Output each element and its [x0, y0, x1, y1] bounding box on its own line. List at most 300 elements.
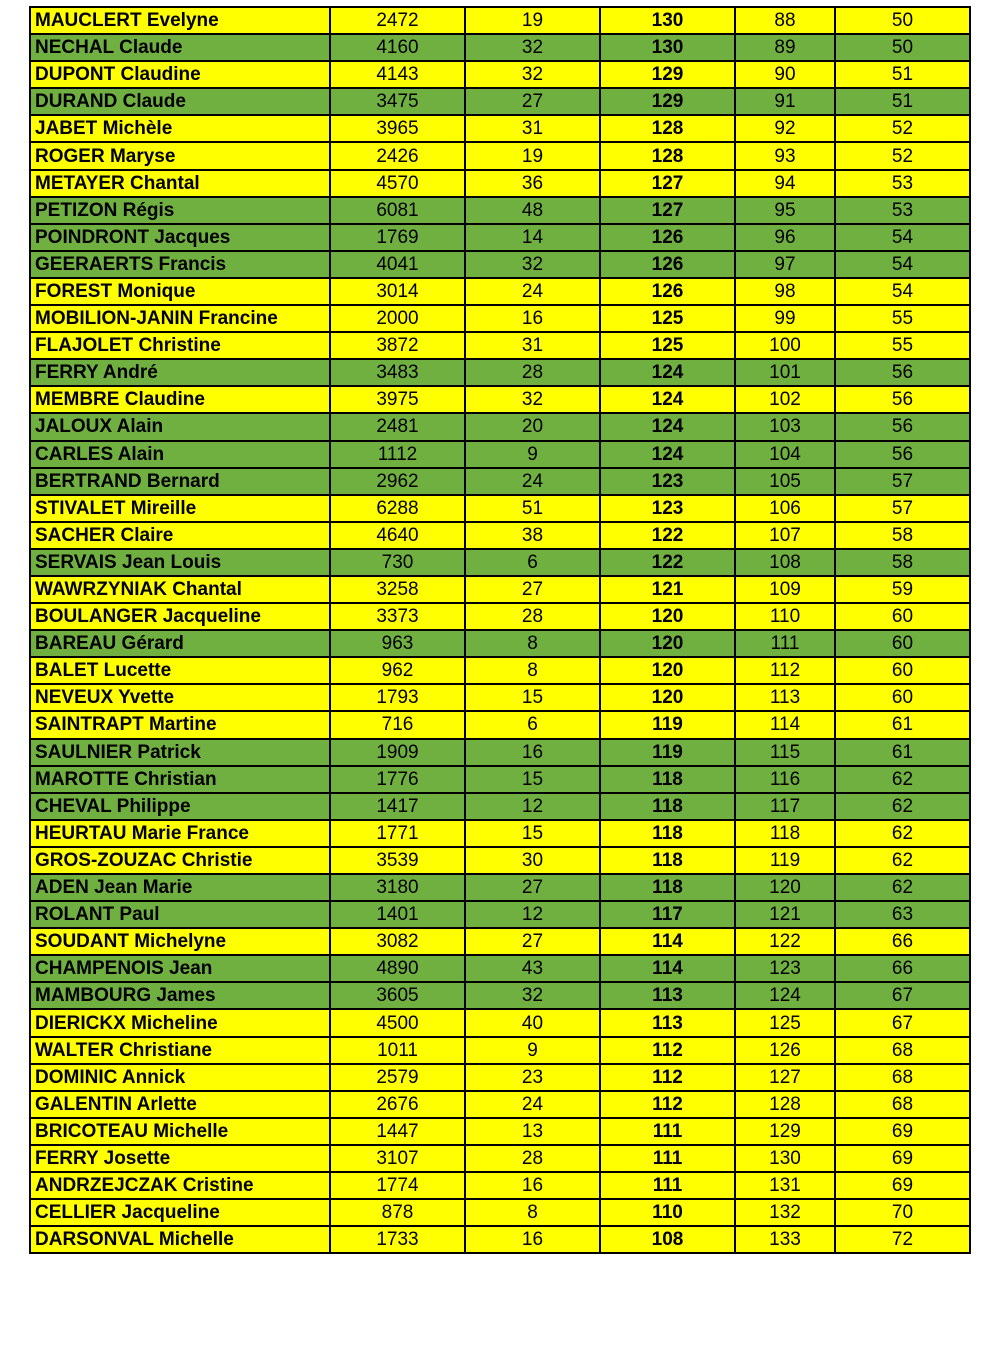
table-row	[30, 657, 970, 684]
value-col-5: 55	[835, 332, 970, 359]
table-row	[30, 739, 970, 766]
value-col-5: 62	[835, 793, 970, 820]
value-col-2: 40	[465, 1009, 600, 1036]
table-row	[30, 413, 970, 440]
value-col-3: 112	[600, 1064, 735, 1091]
table-row	[30, 603, 970, 630]
participant-name: ANDRZEJCZAK Cristine	[30, 1172, 330, 1199]
value-col-2: 36	[465, 170, 600, 197]
value-col-5: 68	[835, 1064, 970, 1091]
table-row	[30, 522, 970, 549]
value-col-3: 113	[600, 1009, 735, 1036]
participant-name: JABET Michèle	[30, 115, 330, 142]
value-col-5: 66	[835, 928, 970, 955]
value-col-1: 3475	[330, 88, 465, 115]
table-row	[30, 1118, 970, 1145]
table-row	[30, 305, 970, 332]
participant-name: NECHAL Claude	[30, 34, 330, 61]
value-col-2: 27	[465, 88, 600, 115]
value-col-2: 32	[465, 386, 600, 413]
value-col-3: 123	[600, 495, 735, 522]
value-col-2: 6	[465, 549, 600, 576]
value-col-2: 38	[465, 522, 600, 549]
participant-name: CARLES Alain	[30, 441, 330, 468]
value-col-4: 101	[735, 359, 835, 386]
value-col-5: 69	[835, 1118, 970, 1145]
value-col-2: 32	[465, 982, 600, 1009]
value-col-5: 72	[835, 1226, 970, 1253]
table-row	[30, 278, 970, 305]
table-row	[30, 7, 970, 34]
value-col-3: 128	[600, 115, 735, 142]
participant-name: DIERICKX Micheline	[30, 1009, 330, 1036]
table-row	[30, 630, 970, 657]
value-col-2: 31	[465, 332, 600, 359]
value-col-2: 12	[465, 793, 600, 820]
table-row	[30, 684, 970, 711]
table-row	[30, 34, 970, 61]
table-row	[30, 928, 970, 955]
value-col-3: 124	[600, 413, 735, 440]
participant-name: GEERAERTS Francis	[30, 251, 330, 278]
value-col-2: 15	[465, 820, 600, 847]
value-col-2: 43	[465, 955, 600, 982]
value-col-3: 114	[600, 928, 735, 955]
value-col-1: 3483	[330, 359, 465, 386]
value-col-4: 102	[735, 386, 835, 413]
value-col-4: 122	[735, 928, 835, 955]
value-col-3: 124	[600, 386, 735, 413]
table-row	[30, 88, 970, 115]
value-col-1: 3975	[330, 386, 465, 413]
value-col-3: 129	[600, 61, 735, 88]
value-col-1: 3180	[330, 874, 465, 901]
value-col-5: 52	[835, 142, 970, 169]
participant-name: BRICOTEAU Michelle	[30, 1118, 330, 1145]
value-col-4: 97	[735, 251, 835, 278]
value-col-5: 56	[835, 413, 970, 440]
participant-name: PETIZON Régis	[30, 197, 330, 224]
value-col-2: 13	[465, 1118, 600, 1145]
value-col-3: 119	[600, 711, 735, 738]
table-row	[30, 468, 970, 495]
value-col-3: 108	[600, 1226, 735, 1253]
value-col-2: 28	[465, 1145, 600, 1172]
value-col-2: 8	[465, 630, 600, 657]
value-col-4: 91	[735, 88, 835, 115]
value-col-2: 19	[465, 7, 600, 34]
value-col-5: 60	[835, 657, 970, 684]
table-row	[30, 576, 970, 603]
value-col-4: 108	[735, 549, 835, 576]
value-col-3: 126	[600, 278, 735, 305]
value-col-4: 127	[735, 1064, 835, 1091]
value-col-3: 110	[600, 1199, 735, 1226]
participant-name: BAREAU Gérard	[30, 630, 330, 657]
value-col-2: 32	[465, 34, 600, 61]
value-col-3: 112	[600, 1091, 735, 1118]
value-col-2: 16	[465, 1226, 600, 1253]
table-row	[30, 711, 970, 738]
value-col-2: 48	[465, 197, 600, 224]
value-col-2: 27	[465, 928, 600, 955]
value-col-5: 62	[835, 820, 970, 847]
value-col-1: 3605	[330, 982, 465, 1009]
value-col-3: 124	[600, 441, 735, 468]
value-col-5: 51	[835, 88, 970, 115]
value-col-5: 57	[835, 495, 970, 522]
value-col-4: 114	[735, 711, 835, 738]
value-col-1: 1417	[330, 793, 465, 820]
participant-name: SAULNIER Patrick	[30, 739, 330, 766]
value-col-4: 107	[735, 522, 835, 549]
value-col-4: 128	[735, 1091, 835, 1118]
value-col-3: 120	[600, 657, 735, 684]
value-col-2: 12	[465, 901, 600, 928]
value-col-5: 60	[835, 603, 970, 630]
value-col-5: 53	[835, 197, 970, 224]
value-col-2: 6	[465, 711, 600, 738]
value-col-1: 1774	[330, 1172, 465, 1199]
value-col-4: 125	[735, 1009, 835, 1036]
table-row	[30, 1172, 970, 1199]
value-col-4: 115	[735, 739, 835, 766]
value-col-1: 2962	[330, 468, 465, 495]
value-col-2: 32	[465, 251, 600, 278]
value-col-5: 52	[835, 115, 970, 142]
value-col-1: 1401	[330, 901, 465, 928]
value-col-4: 130	[735, 1145, 835, 1172]
value-col-2: 16	[465, 739, 600, 766]
value-col-3: 127	[600, 197, 735, 224]
table-row	[30, 197, 970, 224]
table-row	[30, 820, 970, 847]
value-col-3: 120	[600, 603, 735, 630]
value-col-3: 125	[600, 305, 735, 332]
participant-name: ADEN Jean Marie	[30, 874, 330, 901]
value-col-4: 119	[735, 847, 835, 874]
value-col-5: 62	[835, 874, 970, 901]
participant-name: METAYER Chantal	[30, 170, 330, 197]
value-col-5: 67	[835, 1009, 970, 1036]
value-col-2: 8	[465, 1199, 600, 1226]
value-col-4: 96	[735, 224, 835, 251]
value-col-3: 114	[600, 955, 735, 982]
value-col-4: 120	[735, 874, 835, 901]
value-col-4: 118	[735, 820, 835, 847]
value-col-3: 130	[600, 34, 735, 61]
value-col-4: 121	[735, 901, 835, 928]
value-col-4: 132	[735, 1199, 835, 1226]
participant-name: DURAND Claude	[30, 88, 330, 115]
value-col-3: 122	[600, 549, 735, 576]
value-col-2: 23	[465, 1064, 600, 1091]
participant-name: FERRY André	[30, 359, 330, 386]
value-col-5: 54	[835, 278, 970, 305]
participant-name: ROLANT Paul	[30, 901, 330, 928]
participant-name: NEVEUX Yvette	[30, 684, 330, 711]
value-col-4: 99	[735, 305, 835, 332]
value-col-4: 123	[735, 955, 835, 982]
value-col-3: 122	[600, 522, 735, 549]
value-col-4: 90	[735, 61, 835, 88]
value-col-4: 95	[735, 197, 835, 224]
value-col-3: 113	[600, 982, 735, 1009]
participant-name: GROS-ZOUZAC Christie	[30, 847, 330, 874]
value-col-4: 104	[735, 441, 835, 468]
value-col-5: 61	[835, 739, 970, 766]
table-row	[30, 1064, 970, 1091]
value-col-1: 3373	[330, 603, 465, 630]
table-row	[30, 115, 970, 142]
participant-name: MAUCLERT Evelyne	[30, 7, 330, 34]
value-col-5: 69	[835, 1145, 970, 1172]
value-col-2: 32	[465, 61, 600, 88]
value-col-2: 24	[465, 1091, 600, 1118]
value-col-4: 92	[735, 115, 835, 142]
value-col-3: 111	[600, 1172, 735, 1199]
participant-name: DARSONVAL Michelle	[30, 1226, 330, 1253]
value-col-3: 119	[600, 739, 735, 766]
results-table-body	[30, 7, 970, 1253]
value-col-2: 15	[465, 766, 600, 793]
value-col-1: 4143	[330, 61, 465, 88]
value-col-4: 110	[735, 603, 835, 630]
participant-name: JALOUX Alain	[30, 413, 330, 440]
value-col-2: 51	[465, 495, 600, 522]
participant-name: SACHER Claire	[30, 522, 330, 549]
value-col-3: 118	[600, 847, 735, 874]
value-col-5: 59	[835, 576, 970, 603]
value-col-1: 3082	[330, 928, 465, 955]
participant-name: FERRY Josette	[30, 1145, 330, 1172]
table-row	[30, 549, 970, 576]
participant-name: GALENTIN Arlette	[30, 1091, 330, 1118]
value-col-5: 51	[835, 61, 970, 88]
value-col-2: 24	[465, 278, 600, 305]
value-col-3: 118	[600, 874, 735, 901]
value-col-4: 124	[735, 982, 835, 1009]
participant-name: BALET Lucette	[30, 657, 330, 684]
value-col-2: 9	[465, 1037, 600, 1064]
value-col-2: 14	[465, 224, 600, 251]
value-col-1: 2579	[330, 1064, 465, 1091]
value-col-3: 121	[600, 576, 735, 603]
value-col-4: 112	[735, 657, 835, 684]
value-col-1: 2426	[330, 142, 465, 169]
value-col-3: 124	[600, 359, 735, 386]
table-row	[30, 170, 970, 197]
value-col-1: 4890	[330, 955, 465, 982]
table-row	[30, 874, 970, 901]
value-col-3: 120	[600, 684, 735, 711]
table-row	[30, 386, 970, 413]
value-col-5: 56	[835, 359, 970, 386]
table-row	[30, 61, 970, 88]
value-col-1: 963	[330, 630, 465, 657]
value-col-1: 1769	[330, 224, 465, 251]
value-col-3: 126	[600, 251, 735, 278]
value-col-4: 126	[735, 1037, 835, 1064]
table-row	[30, 332, 970, 359]
value-col-1: 3539	[330, 847, 465, 874]
value-col-1: 4570	[330, 170, 465, 197]
value-col-1: 4500	[330, 1009, 465, 1036]
value-col-3: 123	[600, 468, 735, 495]
value-col-5: 62	[835, 766, 970, 793]
value-col-5: 60	[835, 684, 970, 711]
value-col-1: 4041	[330, 251, 465, 278]
value-col-4: 109	[735, 576, 835, 603]
table-row	[30, 1145, 970, 1172]
value-col-1: 1733	[330, 1226, 465, 1253]
value-col-3: 111	[600, 1145, 735, 1172]
value-col-3: 120	[600, 630, 735, 657]
value-col-4: 98	[735, 278, 835, 305]
participant-name: SAINTRAPT Martine	[30, 711, 330, 738]
value-col-5: 58	[835, 549, 970, 576]
value-col-2: 9	[465, 441, 600, 468]
value-col-4: 100	[735, 332, 835, 359]
value-col-3: 118	[600, 766, 735, 793]
value-col-5: 57	[835, 468, 970, 495]
participant-name: STIVALET Mireille	[30, 495, 330, 522]
value-col-1: 1776	[330, 766, 465, 793]
value-col-1: 3107	[330, 1145, 465, 1172]
value-col-4: 113	[735, 684, 835, 711]
participant-name: SOUDANT Michelyne	[30, 928, 330, 955]
table-row	[30, 766, 970, 793]
table-row	[30, 495, 970, 522]
value-col-2: 28	[465, 603, 600, 630]
value-col-4: 103	[735, 413, 835, 440]
value-col-3: 118	[600, 820, 735, 847]
participant-name: MEMBRE Claudine	[30, 386, 330, 413]
value-col-2: 16	[465, 1172, 600, 1199]
value-col-1: 1771	[330, 820, 465, 847]
value-col-4: 88	[735, 7, 835, 34]
value-col-1: 2676	[330, 1091, 465, 1118]
value-col-3: 128	[600, 142, 735, 169]
value-col-2: 15	[465, 684, 600, 711]
participant-name: DOMINIC Annick	[30, 1064, 330, 1091]
value-col-5: 53	[835, 170, 970, 197]
value-col-5: 68	[835, 1037, 970, 1064]
value-col-2: 16	[465, 305, 600, 332]
value-col-4: 94	[735, 170, 835, 197]
value-col-5: 60	[835, 630, 970, 657]
value-col-5: 55	[835, 305, 970, 332]
participant-name: FOREST Monique	[30, 278, 330, 305]
value-col-2: 27	[465, 874, 600, 901]
value-col-4: 89	[735, 34, 835, 61]
value-col-1: 878	[330, 1199, 465, 1226]
value-col-4: 131	[735, 1172, 835, 1199]
value-col-5: 66	[835, 955, 970, 982]
value-col-5: 50	[835, 7, 970, 34]
participant-name: WALTER Christiane	[30, 1037, 330, 1064]
value-col-1: 3258	[330, 576, 465, 603]
value-col-1: 1909	[330, 739, 465, 766]
participant-name: MOBILION-JANIN Francine	[30, 305, 330, 332]
value-col-4: 133	[735, 1226, 835, 1253]
table-row	[30, 1091, 970, 1118]
value-col-4: 111	[735, 630, 835, 657]
value-col-5: 68	[835, 1091, 970, 1118]
value-col-5: 63	[835, 901, 970, 928]
participant-name: HEURTAU Marie France	[30, 820, 330, 847]
participant-name: BERTRAND Bernard	[30, 468, 330, 495]
table-row	[30, 224, 970, 251]
participant-name: POINDRONT Jacques	[30, 224, 330, 251]
value-col-4: 105	[735, 468, 835, 495]
value-col-5: 62	[835, 847, 970, 874]
value-col-3: 125	[600, 332, 735, 359]
table-row	[30, 901, 970, 928]
value-col-3: 112	[600, 1037, 735, 1064]
value-col-4: 117	[735, 793, 835, 820]
value-col-2: 19	[465, 142, 600, 169]
value-col-5: 67	[835, 982, 970, 1009]
value-col-1: 1793	[330, 684, 465, 711]
value-col-4: 129	[735, 1118, 835, 1145]
value-col-1: 2000	[330, 305, 465, 332]
participant-name: FLAJOLET Christine	[30, 332, 330, 359]
value-col-3: 127	[600, 170, 735, 197]
participant-name: ROGER Maryse	[30, 142, 330, 169]
value-col-1: 4160	[330, 34, 465, 61]
value-col-3: 129	[600, 88, 735, 115]
value-col-4: 116	[735, 766, 835, 793]
value-col-3: 130	[600, 7, 735, 34]
value-col-1: 6288	[330, 495, 465, 522]
participant-name: WAWRZYNIAK Chantal	[30, 576, 330, 603]
table-row	[30, 793, 970, 820]
table-row	[30, 441, 970, 468]
table-row	[30, 847, 970, 874]
participant-name: MAROTTE Christian	[30, 766, 330, 793]
value-col-2: 31	[465, 115, 600, 142]
table-row	[30, 359, 970, 386]
value-col-1: 716	[330, 711, 465, 738]
table-row	[30, 142, 970, 169]
participant-name: SERVAIS Jean Louis	[30, 549, 330, 576]
value-col-5: 70	[835, 1199, 970, 1226]
participant-name: CHEVAL Philippe	[30, 793, 330, 820]
value-col-5: 54	[835, 224, 970, 251]
table-row	[30, 1009, 970, 1036]
value-col-2: 8	[465, 657, 600, 684]
table-row	[30, 1199, 970, 1226]
participant-name: MAMBOURG James	[30, 982, 330, 1009]
value-col-3: 117	[600, 901, 735, 928]
table-row	[30, 251, 970, 278]
table-row	[30, 982, 970, 1009]
value-col-1: 1447	[330, 1118, 465, 1145]
value-col-1: 4640	[330, 522, 465, 549]
value-col-1: 3872	[330, 332, 465, 359]
participant-name: CHAMPENOIS Jean	[30, 955, 330, 982]
participant-name: BOULANGER Jacqueline	[30, 603, 330, 630]
value-col-3: 126	[600, 224, 735, 251]
value-col-5: 61	[835, 711, 970, 738]
value-col-4: 106	[735, 495, 835, 522]
value-col-3: 118	[600, 793, 735, 820]
value-col-1: 3965	[330, 115, 465, 142]
value-col-5: 50	[835, 34, 970, 61]
value-col-2: 24	[465, 468, 600, 495]
participant-name: DUPONT Claudine	[30, 61, 330, 88]
